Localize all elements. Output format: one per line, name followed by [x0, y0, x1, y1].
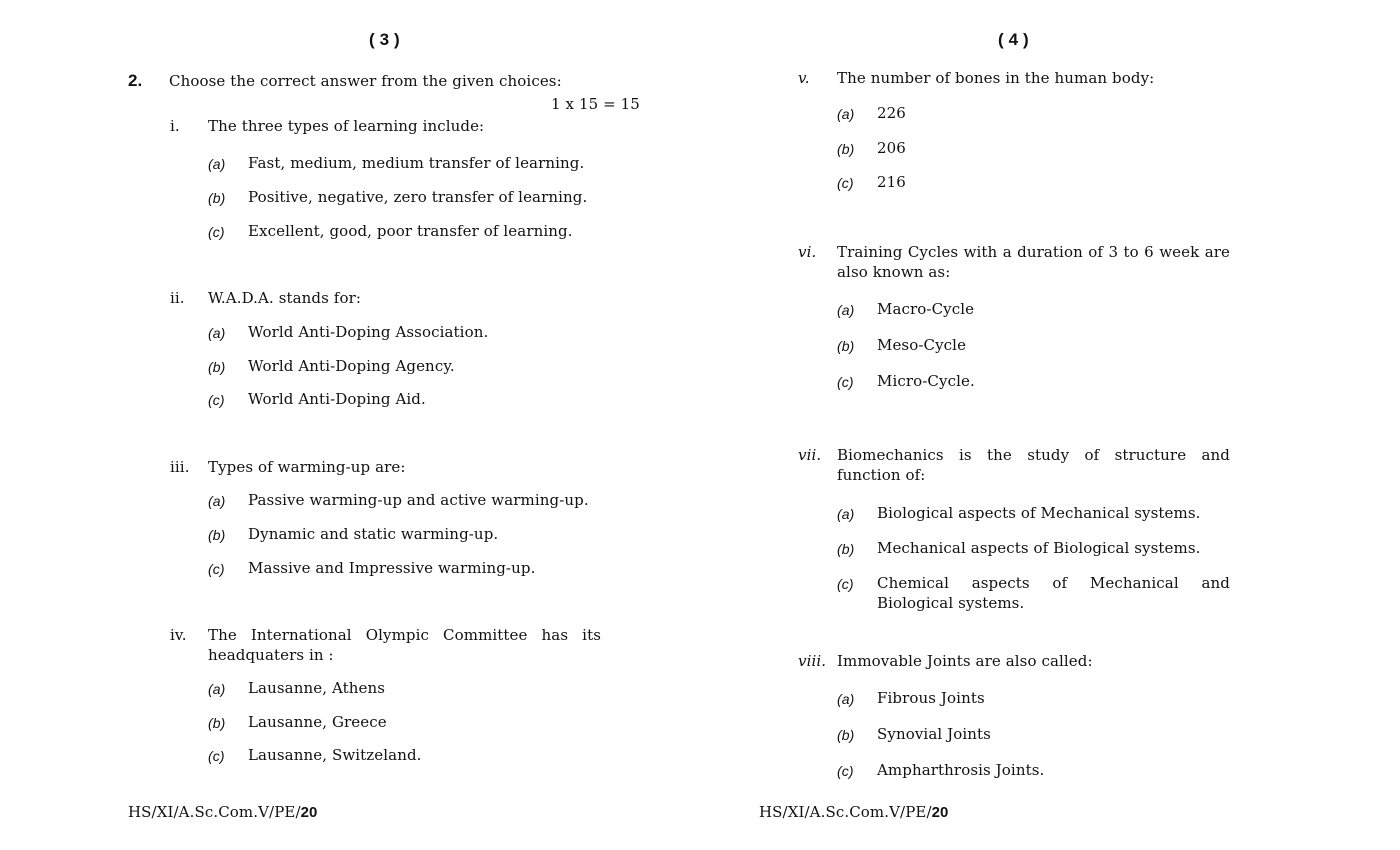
option-text: Dynamic and static warming-up. [248, 525, 499, 543]
option-text: Lausanne, Greece [248, 713, 387, 731]
option-text: 216 [877, 173, 906, 191]
option-text: Positive, negative, zero transfer of learning. [248, 188, 588, 206]
option-label: (b) [208, 527, 226, 543]
option-label: (b) [208, 715, 226, 731]
section-instruction: Choose the correct answer from the given choices: [169, 72, 562, 90]
question-number: vii. [798, 446, 822, 464]
option-label: (a) [837, 506, 855, 522]
option-label: (a) [837, 106, 855, 122]
question-text: The International Olympic Committee has its headquaters in : [208, 626, 601, 664]
option-text: Massive and Impressive warming-up. [248, 559, 536, 577]
question-number: iii. [170, 458, 190, 476]
option-text: Mechanical aspects of Biological systems. [877, 539, 1201, 557]
option-text: Synovial Joints [877, 725, 991, 743]
option-label: (b) [837, 338, 855, 354]
option-text: Meso-Cycle [877, 336, 967, 354]
option-text: Lausanne, Switzeland. [248, 746, 422, 764]
option-label: (c) [208, 748, 225, 764]
option-label: (a) [208, 325, 226, 341]
question-text: The three types of learning include: [208, 117, 485, 135]
option-text: World Anti-Doping Association. [248, 323, 489, 341]
footer-code [759, 802, 949, 823]
option-label: (b) [208, 190, 226, 206]
page-number: ( 4 ) [998, 30, 1029, 49]
footer-code-bold: 20 [300, 804, 318, 821]
option-label: (c) [837, 576, 854, 592]
question-number: ii. [170, 289, 185, 307]
section-marks: 1 x 15 = 15 [551, 95, 640, 113]
option-text: 226 [877, 104, 906, 122]
option-text: Fibrous Joints [877, 689, 985, 707]
option-label: (c) [837, 374, 854, 390]
option-label: (c) [208, 392, 225, 408]
option-text: Biological aspects of Mechanical systems. [877, 504, 1201, 522]
option-text: 206 [877, 139, 906, 157]
question-number: viii. [798, 652, 827, 670]
option-label: (a) [837, 691, 855, 707]
option-label: (c) [837, 175, 854, 191]
option-label: (b) [837, 727, 855, 743]
option-label: (a) [208, 493, 226, 509]
option-text: World Anti-Doping Agency. [248, 357, 455, 375]
option-text: Micro-Cycle. [877, 372, 975, 390]
option-text: Ampharthrosis Joints. [877, 761, 1045, 779]
option-text: Chemical aspects of Mechanical and Biological systems. [877, 574, 1230, 612]
footer-code-bold: 20 [931, 804, 949, 821]
option-label: (c) [208, 224, 225, 240]
option-text: Passive warming-up and active warming-up. [248, 491, 589, 509]
footer-code-text: HS/XI/A.Sc.Com.V/PE/ [759, 803, 932, 821]
option-text: Macro-Cycle [877, 300, 975, 318]
option-label: (c) [837, 763, 854, 779]
question-text: Immovable Joints are also called: [837, 652, 1093, 670]
question-text: The number of bones in the human body: [837, 69, 1155, 87]
option-label: (a) [208, 156, 226, 172]
footer-code [128, 802, 318, 823]
footer-code-text: HS/XI/A.Sc.Com.V/PE/ [128, 803, 301, 821]
section-number: 2. [128, 71, 143, 90]
question-number: i. [170, 117, 180, 135]
option-text: Fast, medium, medium transfer of learning. [248, 154, 585, 172]
question-number: vi. [798, 243, 817, 261]
option-text: Excellent, good, poor transfer of learning. [248, 222, 573, 240]
option-label: (b) [837, 541, 855, 557]
page-number: ( 3 ) [369, 30, 400, 49]
option-text: Lausanne, Athens [248, 679, 386, 697]
question-number: iv. [170, 626, 187, 644]
option-label: (c) [208, 561, 225, 577]
option-label: (a) [837, 302, 855, 318]
option-text: World Anti-Doping Aid. [248, 390, 426, 408]
question-text: Types of warming-up are: [208, 458, 406, 476]
option-label: (a) [208, 681, 226, 697]
question-number: v. [798, 69, 810, 87]
option-label: (b) [837, 141, 855, 157]
option-label: (b) [208, 359, 226, 375]
question-text: W.A.D.A. stands for: [208, 289, 361, 307]
question-text: Biomechanics is the study of structure and function of: [837, 446, 1230, 484]
question-text: Training Cycles with a duration of 3 to 6 week are also known as: [837, 243, 1230, 281]
